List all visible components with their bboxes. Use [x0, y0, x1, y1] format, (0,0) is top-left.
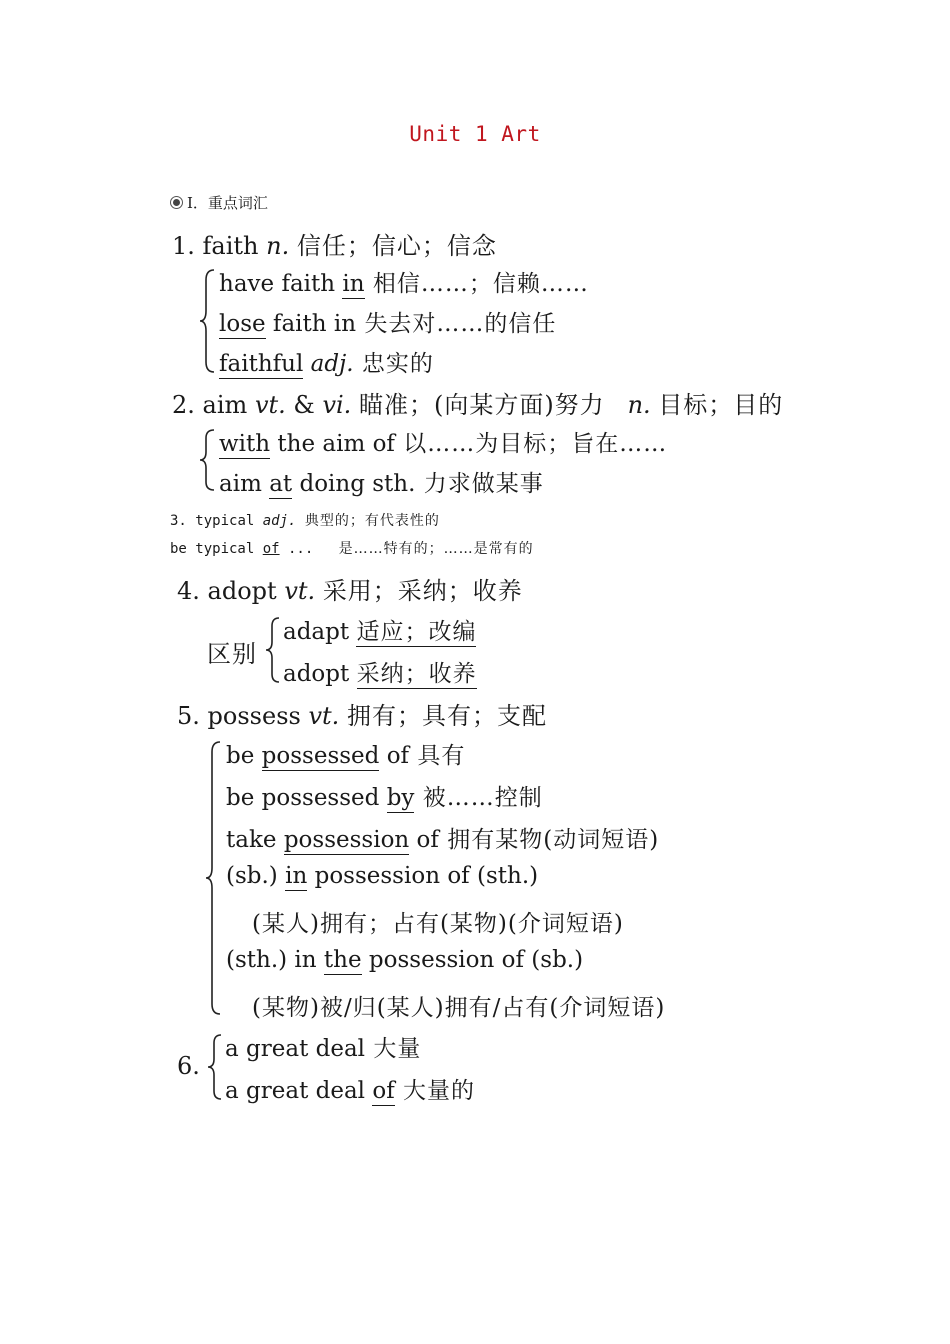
entry-2-phrase-1: with the aim of 以……为目标；旨在…… — [219, 431, 668, 457]
entry-number: 1. — [172, 232, 195, 260]
underlined-blank: lose — [219, 311, 266, 337]
entry-1-phrase-3: faithful adj. 忠实的 — [219, 351, 434, 377]
part-of-speech: n. — [266, 232, 290, 260]
underlined-blank: of — [262, 541, 280, 557]
entry-4-compare-1: adapt 适应；改编 — [283, 619, 477, 645]
underlined-blank: with — [219, 431, 271, 457]
curly-brace-icon — [206, 1033, 224, 1101]
entry-5-phrase-5: (sth.) in the possession of (sb.) — [226, 947, 584, 973]
entry-1-phrase-1: have faith in 相信……；信赖…… — [219, 271, 589, 297]
underlined-blank: 采纳；收养 — [356, 661, 477, 687]
curly-brace-icon — [204, 740, 224, 1016]
difference-label: 区别 — [207, 640, 257, 668]
entry-4-compare-2: adopt 采纳；收养 — [283, 661, 477, 687]
underlined-blank: 适应；改编 — [356, 619, 477, 645]
headword: typical — [195, 513, 255, 529]
entry-5-phrase-4: (sb.) in possession of (sth.) — [226, 863, 539, 889]
section-label: I．重点词汇 — [187, 194, 268, 212]
underlined-blank: in — [342, 271, 365, 297]
entry-4-head: 4. adopt vt. 采用；采纳；收养 — [177, 577, 523, 605]
entry-6-phrase-1: a great deal 大量 — [225, 1036, 422, 1062]
underlined-blank: possessed — [261, 743, 380, 769]
entry-2-phrase-2: aim at doing sth. 力求做某事 — [219, 471, 544, 497]
section-header — [170, 192, 268, 213]
entry-5-phrase-3: take possession of 拥有某物(动词短语) — [226, 827, 660, 853]
radio-bullet-icon — [170, 196, 183, 209]
curly-brace-icon — [264, 616, 282, 684]
underlined-blank: by — [386, 785, 415, 811]
underlined-blank: the — [323, 947, 362, 973]
entry-6-number: 6. — [177, 1052, 200, 1080]
entry-5-head: 5. possess vt. 拥有；具有；支配 — [177, 702, 547, 730]
entry-6-phrase-2: a great deal of 大量的 — [225, 1078, 476, 1104]
entry-5-phrase-1: be possessed of 具有 — [226, 743, 466, 769]
curly-brace-icon — [198, 268, 218, 374]
meaning: 信任；信心；信念 — [296, 232, 497, 260]
underlined-blank: at — [269, 471, 293, 497]
headword: faith — [202, 232, 259, 260]
underlined-blank: possession — [283, 827, 410, 853]
entry-5-phrase-4-meaning: (某人)拥有；占有(某物)(介词短语) — [252, 911, 624, 937]
entry-2-head: 2. aim vt. & vi. 瞄准；(向某方面)努力 n. 目标；目的 — [172, 391, 784, 419]
page-title: Unit 1 Art — [409, 122, 541, 146]
entry-3-phrase: be typical of ... 是……特有的；……是常有的 — [170, 541, 534, 557]
underlined-blank: in — [285, 863, 308, 889]
headword: possess — [207, 702, 301, 730]
underlined-blank: faithful — [219, 351, 304, 377]
underlined-blank: of — [372, 1078, 395, 1104]
headword: aim — [202, 391, 248, 419]
headword: adopt — [207, 577, 277, 605]
entry-1-phrase-2: lose faith in 失去对……的信任 — [219, 311, 557, 337]
entry-5-phrase-2: be possessed by 被……控制 — [226, 785, 543, 811]
entry-3-head: 3. typical adj. 典型的；有代表性的 — [170, 513, 440, 529]
entry-5-phrase-5-meaning: (某物)被/归(某人)拥有/占有(介词短语) — [252, 995, 666, 1021]
entry-1-head — [172, 226, 497, 261]
curly-brace-icon — [198, 428, 218, 492]
